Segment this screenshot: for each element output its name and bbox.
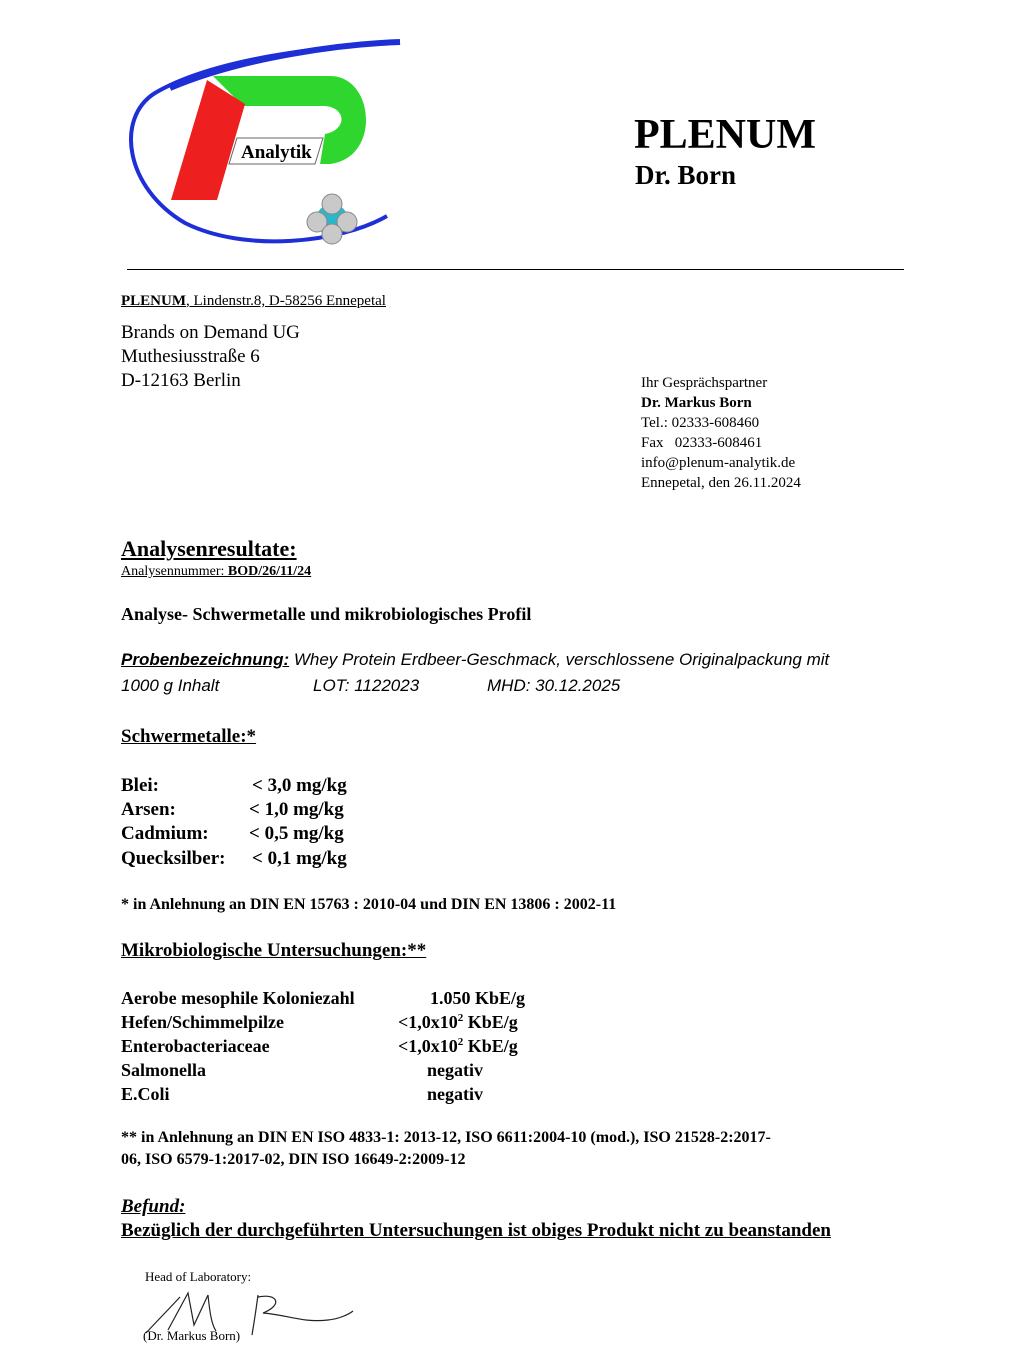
sender-name: PLENUM [121,293,186,309]
finding-label: Befund: [121,1196,186,1217]
metal-name: Quecksilber: [121,848,226,869]
logo-label: Analytik [241,142,312,163]
sender-line [121,293,386,310]
metal-value: < 3,0 mg/kg [252,775,347,796]
micro-note-line1: ** in Anlehnung an DIN EN ISO 4833-1: 2013-12, ISO 6611:2004-10 (mod.), ISO 21528-2:2017- [121,1129,771,1146]
signature-name: (Dr. Markus Born) [143,1328,241,1343]
letter-date: Ennepetal, den 26.11.2024 [641,475,801,491]
micro-name: Hefen/Schimmelpilze [121,1012,284,1032]
contact-name: Dr. Markus Born [641,395,752,411]
micro-value: $<1,0x10^2$ KbE/g [398,1036,518,1056]
recipient-city: D-12163 Berlin [121,370,241,391]
contact-tel: Tel.: 02333-608460 [641,415,760,431]
sample-mhd: MHD: 30.12.2025 [487,676,621,695]
header-divider [127,269,904,270]
micro-name: Enterobacteriaceae [121,1036,270,1056]
metal-name: Cadmium: [121,823,209,844]
micro-name: E.Coli [121,1084,170,1104]
company-subtitle: Dr. Born [635,160,737,190]
contact-fax: Fax 02333-608461 [641,435,763,451]
sample-description [121,650,829,670]
plenum-analytik-logo [125,38,410,253]
recipient-company: Brands on Demand UG [121,322,300,343]
metal-value: < 1,0 mg/kg [249,799,344,820]
metal-name: Arsen: [121,799,176,820]
heavy-metals-title: Schwermetalle:* [121,726,257,747]
analysis-subject: Analyse- Schwermetalle und mikrobiologisches Profil [121,604,532,624]
analysis-number-label: Analysennummer: [121,564,228,579]
sender-address: , Lindenstr.8, D-58256 Ennepetal [186,293,386,309]
micro-name: Aerobe mesophile Koloniezahl [121,988,355,1008]
sample-text: Whey Protein Erdbeer-Geschmack, verschlossene Originalpackung mit [289,650,830,669]
metal-value: < 0,1 mg/kg [252,848,347,869]
finding-text: Bezüglich der durchgeführten Untersuchungen ist obiges Produkt nicht zu beanstanden [121,1220,831,1241]
heavy-metals-note: * in Anlehnung an DIN EN 15763 : 2010-04 und DIN EN 13806 : 2002-11 [121,896,617,913]
sample-amount: 1000 g Inhalt [121,676,220,695]
recipient-street: Muthesiusstraße 6 [121,346,260,367]
micro-value: 1.050 KbE/g [430,988,526,1008]
micro-value: negativ [427,1084,483,1104]
contact-email: info@plenum-analytik.de [641,455,796,471]
analysis-title: Analysenresultate: [121,536,297,561]
metal-value: < 0,5 mg/kg [249,823,344,844]
contact-heading: Ihr Gesprächspartner [641,375,768,391]
micro-value: negativ [427,1060,483,1080]
micro-title: Mikrobiologische Untersuchungen:** [121,940,427,961]
analysis-number [121,564,311,580]
metal-name: Blei: [121,775,159,796]
signature-role: Head of Laboratory: [145,1269,252,1284]
sample-label: Probenbezeichnung: [121,650,290,669]
sample-lot: LOT: 1122023 [313,676,420,695]
company-name: PLENUM [634,112,816,158]
micro-note-line2: 06, ISO 6579-1:2017-02, DIN ISO 16649-2:2009-12 [121,1151,466,1168]
micro-name: Salmonella [121,1060,207,1080]
analysis-number-value: BOD/26/11/24 [227,564,312,579]
micro-value: $<1,0x10^2$ KbE/g [398,1012,518,1032]
